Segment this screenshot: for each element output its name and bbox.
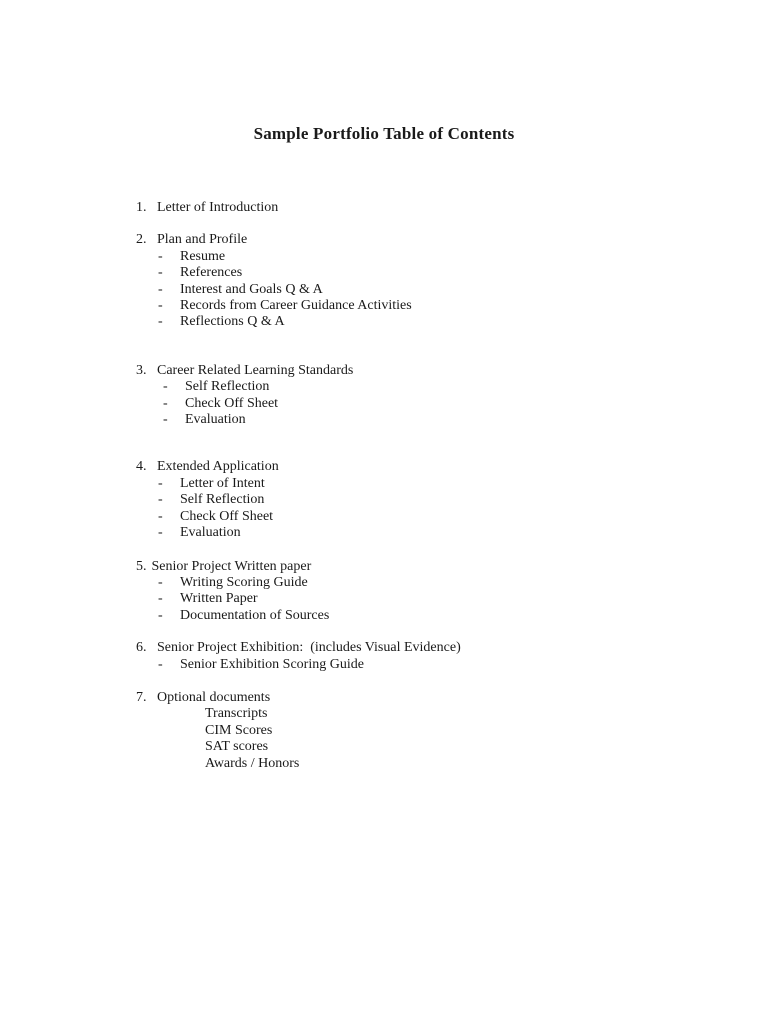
toc-sub-item [136,591,632,607]
dash-bullet: - [163,379,168,395]
sub-item-label: References [180,265,243,281]
toc-sub-item [136,756,632,772]
dash-bullet: - [158,525,163,541]
toc-sub-item [136,657,632,673]
sub-item-label: Senior Exhibition Scoring Guide [180,656,364,672]
dash-bullet: - [158,656,163,672]
toc-section-5 [136,559,632,625]
toc-sub-item [136,314,632,330]
toc-sub-item [136,282,632,298]
section-label: Letter of Introduction [157,200,279,215]
toc-sub-item [136,509,632,525]
toc-section-header [136,690,632,706]
sub-item-label: Transcripts [205,706,268,722]
toc-section-header [136,559,632,575]
toc-section-header [136,200,632,216]
section-number: 5. [136,558,147,574]
section-label: Plan and Profile [157,232,248,248]
toc-sub-item [136,706,632,722]
sub-item-label: Records from Career Guidance Activities [180,298,412,314]
dash-bullet: - [158,281,163,297]
dash-bullet: - [158,298,163,314]
section-label: Senior Project Written paper [151,558,312,574]
dash-bullet: - [158,607,163,623]
section-number: 4. [136,459,147,475]
sub-item-label: Letter of Intent [180,475,265,491]
toc-section-header [136,363,632,379]
toc-content [136,124,632,772]
toc-section-3 [136,363,632,429]
toc-section-7 [136,690,632,772]
dash-bullet: - [158,591,163,607]
toc-sub-item [136,575,632,591]
sub-item-label: Awards / Honors [205,755,300,771]
toc-sub-item [136,525,632,541]
section-number: 2. [136,232,147,248]
sub-item-label: Check Off Sheet [185,395,279,411]
dash-bullet: - [158,508,163,524]
toc-sub-item [136,476,632,492]
toc-section-2 [136,232,632,330]
toc-sub-item [136,298,632,314]
toc-sub-item [136,379,632,395]
toc-sub-item [136,249,632,265]
dash-bullet: - [158,574,163,590]
sub-item-label: Evaluation [180,525,241,541]
section-number: 1. [136,200,147,215]
toc-sub-item [136,412,632,428]
sub-item-label: Check Off Sheet [180,508,274,524]
dash-bullet: - [158,314,163,330]
toc-section-4 [136,459,632,541]
sub-item-label: Reflections Q & A [180,314,285,330]
toc-sub-item [136,608,632,624]
sub-item-label: SAT scores [205,739,269,755]
toc-section-header [136,459,632,475]
sub-item-label: Resume [180,248,226,264]
sub-item-label: Interest and Goals Q & A [180,281,323,297]
toc-sub-item [136,723,632,739]
section-number: 3. [136,362,147,378]
page-title: Sample Portfolio Table of Contents [253,124,515,143]
dash-bullet: - [163,412,168,428]
section-label: Senior Project Exhibition: (includes Visual Evidence) [157,640,461,656]
toc-section-header [136,640,632,656]
section-number: 7. [136,689,147,705]
section-label: Career Related Learning Standards [157,362,354,378]
toc-sub-item [136,396,632,412]
toc-sub-item [136,492,632,508]
section-label: Extended Application [157,459,279,475]
dash-bullet: - [158,492,163,508]
sub-item-label: Evaluation [185,412,246,428]
toc-section-6 [136,640,632,673]
sub-item-label: Writing Scoring Guide [180,574,308,590]
dash-bullet: - [158,475,163,491]
section-label: Optional documents [157,689,271,705]
section-number: 6. [136,640,147,656]
dash-bullet: - [158,265,163,281]
dash-bullet: - [163,395,168,411]
toc-section-header [136,232,632,248]
toc-sub-item [136,739,632,755]
dash-bullet: - [158,248,163,264]
toc-section-1 [136,200,632,216]
sub-item-label: Documentation of Sources [180,607,330,623]
sub-item-label: Self Reflection [180,492,265,508]
toc-sub-item [136,265,632,281]
sub-item-label: Written Paper [180,591,258,607]
sub-item-label: Self Reflection [185,379,270,395]
sub-item-label: CIM Scores [205,722,273,738]
